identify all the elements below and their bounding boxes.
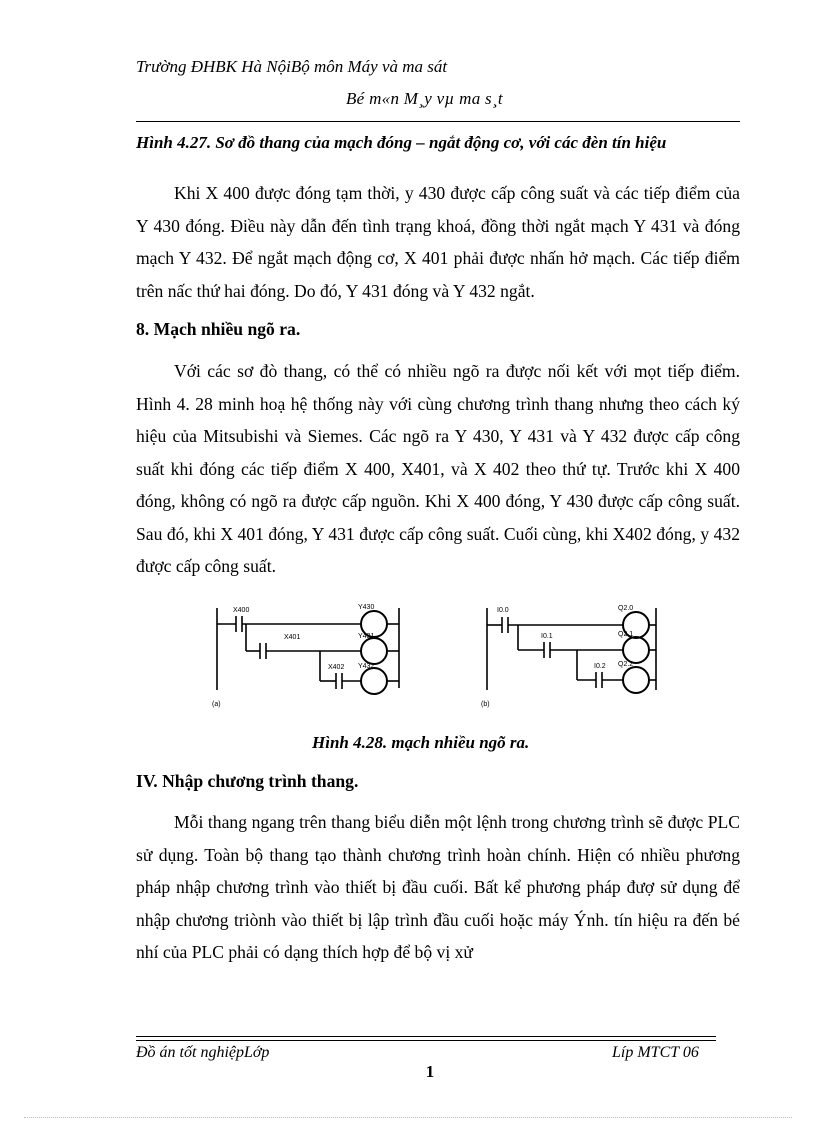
header-department-line: Bé m«n M¸y vµ ma s¸t xyxy=(346,89,503,108)
ladder-diagram-b xyxy=(487,608,656,693)
contact-b-3: I0.2 xyxy=(594,663,606,670)
footer-divider-top xyxy=(136,1036,716,1037)
ladder-diagrams xyxy=(200,598,680,713)
diagram-b-label: (b) xyxy=(481,701,490,708)
output-a-1: Y430 xyxy=(358,604,375,611)
output-b-3: Q2.2 xyxy=(618,661,634,668)
footer-divider-bottom xyxy=(136,1040,716,1041)
paragraph-2-text: Với các sơ đò thang, có thể có nhiều ngõ ra được nối kết với mọt tiếp điểm. Hình 4. 28 minh hoạ hệ thống này với cùng chương trình thang nhưng theo cách ký hiệu của Mitsubishi và Siemes. Các ngõ ra Y 430, Y 431 và Y 432 được cấp công suất khi đóng các tiếp điểm X 400, X401, và X 402 theo thứ tự. Trước khi X 400 đóng, không có ngõ ra được cấp nguồn. Khi X 400 đóng, Y 430 được cấp công suất. Sau đó, khi X 401 đóng, Y 431 được cấp công suất. Cuối cùng, khi X402 đóng, y 432 được cấp công suất. xyxy=(136,361,740,576)
page-bottom-dotted-line xyxy=(24,1117,792,1118)
paragraph-3-text: Mỗi thang ngang trên thang biểu diễn một lệnh trong chương trình sẽ được PLC sử dụng. Toàn bộ thang tạo thành chương trình hoàn chính. Hiện có nhiều phương pháp nhập chương trình vào thiết bị đầu cuối. Bất kể phương pháp đượ sử dụng để nhập chương triònh vào thiết bị lập trình đầu cuối hoặc máy Ýnh. tín hiệu ra đến bé nhí của PLC phải có dạng thích hợp để bộ vị xử xyxy=(136,812,740,962)
section-8-heading: 8. Mạch nhiều ngõ ra. xyxy=(136,319,301,339)
header-school-line: Trường ĐHBK Hà NộiBộ môn Máy và ma sát xyxy=(136,57,448,76)
paragraph-1 xyxy=(136,177,740,307)
page-number: 1 xyxy=(425,1062,435,1081)
figure-4-28-caption: Hình 4.28. mạch nhiều ngõ ra. xyxy=(312,733,530,752)
contact-a-2: X401 xyxy=(284,634,301,641)
ladder-diagram-a xyxy=(217,608,399,694)
header-divider xyxy=(136,121,740,122)
figure-4-27-caption: Hình 4.27. Sơ đồ thang của mạch đóng – ngắt động cơ, với các đèn tín hiệu xyxy=(136,133,667,152)
paragraph-3 xyxy=(136,806,740,969)
contact-b-1: I0.0 xyxy=(497,607,509,614)
paragraph-2 xyxy=(136,355,740,583)
diagram-a-label: (a) xyxy=(212,701,221,708)
paragraph-1-text: Khi X 400 được đóng tạm thời, y 430 được cấp công suất và các tiếp điểm của Y 430 đóng. Điều này dẫn đến tình trạng khoá, đồng thời ngắt mạch Y 431 và đóng mạch Y 432. Để ngắt mạch động cơ, X 401 phải được nhấn hở mạch. Các tiếp điểm trên nấc thứ hai đóng. Do đó, Y 431 đóng và Y 432 ngắt. xyxy=(136,183,740,301)
output-b-1: Q2.0 xyxy=(618,605,634,612)
output-b-2: Q2.1 xyxy=(618,631,634,638)
contact-b-2: I0.1 xyxy=(541,633,553,640)
contact-a-3: X402 xyxy=(328,664,345,671)
section-iv-heading: IV. Nhập chương trình thang. xyxy=(136,771,359,791)
output-a-3: Y432 xyxy=(358,663,375,670)
footer-left-text: Đồ án tốt nghiệpLớp xyxy=(136,1044,270,1061)
output-a-2: Y431 xyxy=(358,633,375,640)
contact-a-1: X400 xyxy=(233,607,250,614)
footer-right-text: Líp MTCT 06 xyxy=(612,1044,699,1061)
